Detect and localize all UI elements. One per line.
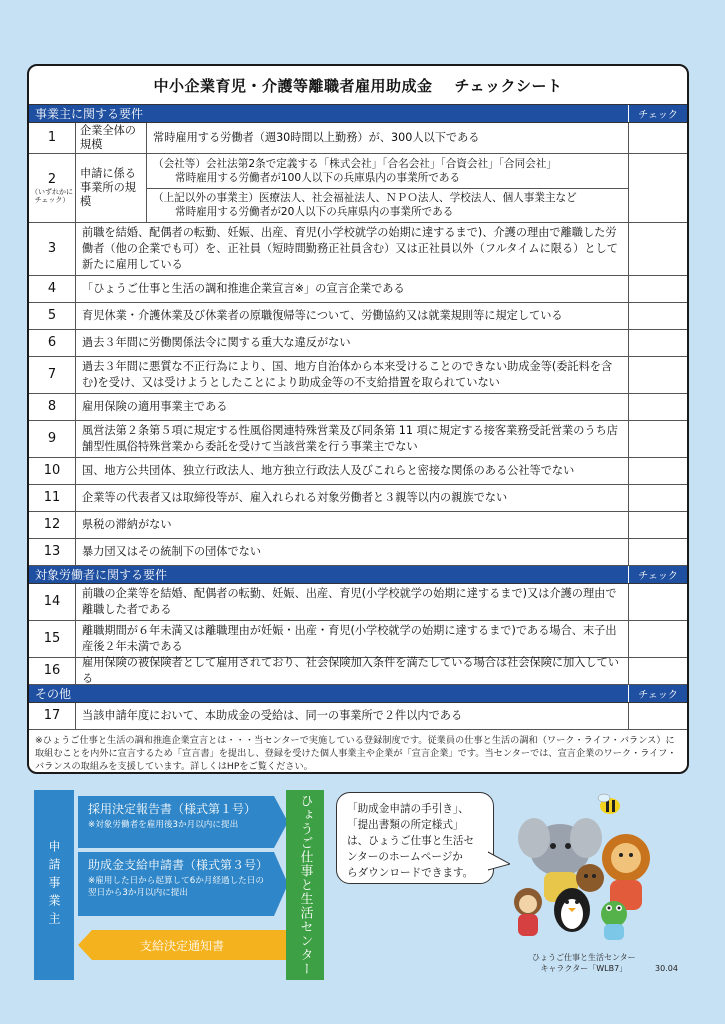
check-cell[interactable]: [628, 584, 687, 620]
check-cell[interactable]: [628, 330, 687, 356]
check-cell[interactable]: [628, 512, 687, 538]
checklist-row-3: 3 前職を結婚、配偶者の転勤、妊娠、出産、育児(小学校就学の始期に達するまで)、介護の理由で離職した労働者（他の企業でも可）を、正社員（短時間勤務正社員含む）又は正社員以外（フルタイムに限る）として新たに雇用している: [29, 223, 687, 276]
check-cell[interactable]: [628, 421, 687, 457]
mascot-caption: ひょうご仕事と生活センター キャラクター「WLB7」: [532, 953, 636, 973]
check-cell[interactable]: [628, 154, 687, 222]
section-workers-header: 対象労働者に関する要件 チェック: [29, 566, 687, 584]
decision-notice: 支給決定通知書: [139, 938, 224, 953]
center-bar: ひょうご仕事と生活センター: [286, 790, 324, 980]
check-cell[interactable]: [628, 394, 687, 420]
checklist-row-15: 15 離職期間が６年未満又は離職理由が妊娠・出産・育児(小学校就学の始期に達するまで)である場合、末子出産後２年未満である: [29, 621, 687, 658]
check-cell[interactable]: [628, 123, 687, 153]
footnote: ※ひょうご仕事と生活の調和推進企業宣言とは・・・当センターで実施している登録制度です。従業員の仕事と生活の調和（ワーク・ライフ・バランス）に取組むことを内外に宣言するため「宣言書」を提出し、登録を受けた個人事業主や企業が「宣言企業」です。当センターでは、宣言企業のワーク・ライフ・バランスの取組みを支援しています。詳しくはHPをご覧ください。: [35, 735, 677, 772]
check-cell[interactable]: [628, 458, 687, 484]
section-employer-header: 事業主に関する要件 チェック: [29, 105, 687, 123]
check-cell[interactable]: [628, 539, 687, 565]
check-cell[interactable]: [628, 703, 687, 729]
checklist-row-17: 17 当該申請年度において、本助成金の受給は、同一の事業所で２件以内である: [29, 703, 687, 730]
checklist-row-13: 13 暴力団又はその統制下の団体でない: [29, 539, 687, 566]
checklist-row-9: 9 風営法第２条第５項に規定する性風俗関連特殊営業及び同条第 11 項に規定する接客業務受託営業のうち店舗型性風俗特殊営業から委託を受けて当該営業を行う事業主でない: [29, 421, 687, 458]
applicant-bar: 申請事業主: [34, 790, 74, 980]
checklist-row-5: 5 育児休業・介護休業及び休業者の原職復帰等について、労働協約又は就業規則等に規定している: [29, 303, 687, 330]
checksheet: [27, 64, 689, 774]
company-scale-option: （会社等）会社法第2条で定義する「株式会社」「合名会社」「合資会社」「合同会社」 常時雇用する労働者が100人以下の兵庫県内の事業所である: [153, 157, 557, 184]
issue-date: 30.04: [655, 964, 678, 973]
checklist-row-6: 6 過去３年間に労働関係法令に関する重大な違反がない: [29, 330, 687, 357]
mascot-characters-illustration: [498, 790, 688, 950]
application-form-box: 助成金支給申請書（様式第３号） ※雇用した日から起算して6か月経過した日の翌日から3か月以内に提出: [88, 858, 269, 898]
checklist-row-11: 11 企業等の代表者又は取締役等が、雇入れられる対象労働者と３親等以内の親族でない: [29, 485, 687, 512]
checklist-row-8: 8 雇用保険の適用事業主である: [29, 394, 687, 421]
check-cell[interactable]: [628, 223, 687, 275]
check-cell[interactable]: [628, 276, 687, 302]
check-cell[interactable]: [628, 303, 687, 329]
check-cell[interactable]: [628, 621, 687, 657]
check-cell[interactable]: [628, 357, 687, 393]
check-cell[interactable]: [628, 658, 687, 684]
section-other-header: その他 チェック: [29, 685, 687, 703]
checklist-row-2: 2 （いずれかにチェック） 申請に係る事業所の規模 （会社等）会社法第2条で定義する「株式会社」「合名会社」「合資会社」「合同会社」 常時雇用する労働者が100人以下の兵庫県内の事業所である （上記以外の事業主）医療法人、社会福祉法人、ＮＰＯ法人、学校法人、個人事業主など 常時雇用する労働者が20人以下の兵庫県内の事業所である: [29, 154, 687, 223]
checklist-row-12: 12 県税の滞納がない: [29, 512, 687, 539]
checklist-row-16: 16 雇用保険の被保険者として雇用されており、社会保険加入条件を満たしている場合は社会保険に加入している: [29, 658, 687, 685]
sheet-title: 中小企業育児・介護等離職者雇用助成金 チェックシート: [29, 66, 687, 105]
checklist-row-4: 4 「ひょうご仕事と生活の調和推進企業宣言※」の宣言企業である: [29, 276, 687, 303]
other-employer-scale-option: （上記以外の事業主）医療法人、社会福祉法人、ＮＰＯ法人、学校法人、個人事業主など 常時雇用する労働者が20人以下の兵庫県内の事業所である: [147, 188, 628, 223]
download-speech-bubble: 「助成金申請の手引き」、 「提出書類の所定様式」 は、ひょうご仕事と生活セ ンターのホームページか らダウンロードできます。: [336, 792, 494, 884]
checklist-row-14: 14 前職の企業等を結婚、配偶者の転勤、妊娠、出産、育児(小学校就学の始期に達するまで)又は介護の理由で離職した者である: [29, 584, 687, 621]
checklist-row-7: 7 過去３年間に悪質な不正行為により、国、地方自治体から本来受けることのできない助成金等(委託料を含む)を受け、又は受けようとしたことにより助成金等の不支給措置を取られていない: [29, 357, 687, 394]
checklist-row-1: 1 企業全体の規模 常時雇用する労働者（週30時間以上勤務）が、300人以下である: [29, 123, 687, 154]
check-cell[interactable]: [628, 485, 687, 511]
checklist-row-10: 10 国、地方公共団体、独立行政法人、地方独立行政法人及びこれらと密接な関係のある公社等でない: [29, 458, 687, 485]
report-form-box: 採用決定報告書（様式第１号） ※対象労働者を雇用後3か月以内に提出: [88, 802, 257, 830]
